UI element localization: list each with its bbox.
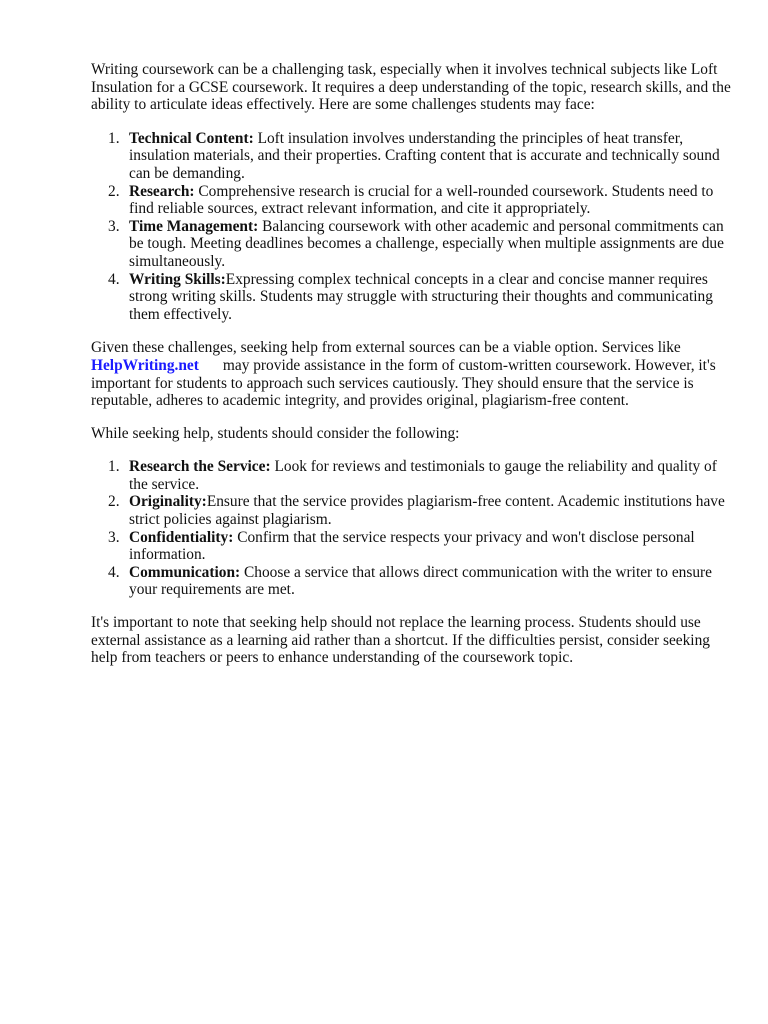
given-paragraph	[91, 339, 731, 409]
list-item-title: Writing Skills:	[129, 270, 226, 288]
list-item-text: Comprehensive research is crucial for a well-rounded coursework. Students need to find reliable sources, extract relevant information, and cite it appropriately.	[129, 182, 714, 218]
list-number: 2.	[108, 493, 120, 511]
list-item-text: Ensure that the service provides plagiarism-free content. Academic institutions have strict policies against plagiarism.	[129, 493, 725, 529]
list-number: 4.	[108, 563, 120, 581]
list-number: 1.	[108, 458, 120, 476]
list-item-title: Technical Content:	[129, 129, 254, 147]
list-item-text: Confirm that the service respects your privacy and won't disclose personal information.	[129, 528, 695, 564]
while-paragraph: While seeking help, students should consider the following:	[91, 424, 460, 442]
list-item	[91, 529, 731, 564]
list-item	[91, 458, 731, 493]
closing-paragraph: It's important to note that seeking help should not replace the learning process. Students should use external assistance as a learning aid rather than a shortcut. If the difficulties persist, consider seeking help from teachers or peers to enhance understanding of the coursework topic.	[91, 614, 710, 667]
given-text-before: Given these challenges, seeking help from external sources can be a viable option. Services like	[91, 339, 681, 357]
list-item-text: Balancing coursework with other academic and personal commitments can be tough. Meeting deadlines becomes a challenge, especially when multiple assignments are due simultaneously.	[129, 217, 724, 270]
list-item-title: Research:	[129, 182, 195, 200]
list-item-text: Loft insulation involves understanding the principles of heat transfer, insulation materials, and their properties. Crafting content that is accurate and technically sound can be demanding.	[129, 129, 720, 182]
list-item-title: Originality:	[129, 493, 207, 511]
list-number: 3.	[108, 217, 120, 235]
list-item-title: Communication:	[129, 563, 241, 581]
list-item	[91, 271, 731, 324]
list-item-text: Choose a service that allows direct communication with the writer to ensure your requirements are met.	[129, 563, 713, 599]
intro-paragraph: Writing coursework can be a challenging task, especially when it involves technical subjects like Loft Insulation for a GCSE coursework. It requires a deep understanding of the topic, research skills, and the ability to articulate ideas effectively. Here are some challenges students may face:	[91, 61, 731, 114]
list-item-text: Expressing complex technical concepts in a clear and concise manner requires strong writing skills. Students may struggle with structuring their thoughts and communicating them effectively.	[129, 270, 713, 323]
document-page	[91, 61, 731, 667]
list-number: 1.	[108, 129, 120, 147]
list-item-title: Research the Service:	[129, 458, 271, 476]
list-item-title: Confidentiality:	[129, 528, 234, 546]
list-item	[91, 218, 731, 271]
list-item	[91, 564, 731, 599]
list-item	[91, 183, 731, 218]
list-number: 4.	[108, 270, 120, 288]
list-number: 2.	[108, 182, 120, 200]
list-item-text: Look for reviews and testimonials to gauge the reliability and quality of the service.	[129, 458, 717, 493]
given-text-after: may provide assistance in the form of custom-written coursework. However, it's important for students to approach such services cautiously. They should ensure that the service is reputable, adheres to academic integrity, and provides original, plagiarism-free content.	[91, 356, 716, 410]
list-item	[91, 130, 731, 183]
list-item	[91, 493, 731, 528]
list-number: 3.	[108, 528, 120, 546]
list-item-title: Time Management:	[129, 217, 259, 235]
challenges-list	[91, 130, 731, 324]
considerations-list	[91, 458, 731, 599]
helpwriting-link[interactable]: HelpWriting.net	[91, 356, 199, 374]
